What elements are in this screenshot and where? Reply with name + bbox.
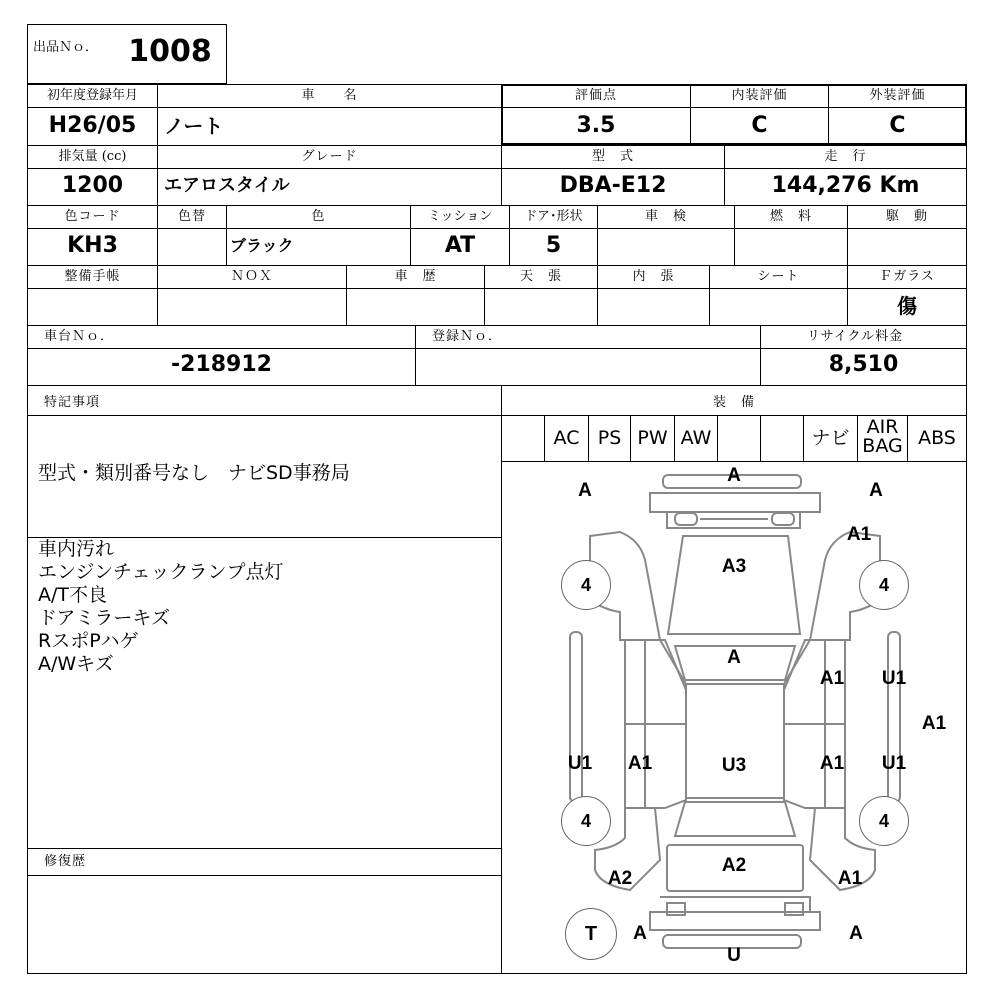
equipment-aw: AW (680, 427, 712, 449)
maintenance-book-label: 整備手帳 (64, 269, 121, 284)
damage-label: A1 (819, 668, 845, 689)
damage-label: A (633, 923, 647, 944)
lot-label: 出品Ｎｏ． (33, 40, 99, 55)
note-item: RスポPハゲ (38, 630, 139, 652)
damage-label: A1 (921, 713, 947, 734)
reg-date-value: H26/05 (48, 113, 137, 138)
repaint-label: 色替 (177, 209, 206, 224)
damage-label: U1 (881, 753, 907, 774)
damage-label: A2 (607, 868, 633, 889)
displacement-label: 排気量 (cc) (58, 149, 127, 164)
displacement-value: 1200 (61, 173, 124, 198)
notes-label: 特記事項 (44, 395, 101, 410)
interior-trim-label: 内 張 (632, 269, 675, 284)
damage-label: A (869, 480, 883, 501)
mission-label: ミッション (427, 209, 493, 224)
mileage-label: 走 行 (824, 149, 867, 164)
car-name-value: ノート (164, 114, 224, 138)
damage-label: A (849, 923, 863, 944)
equipment-abs: ABS (918, 427, 956, 449)
damage-label: A (578, 480, 592, 501)
damage-label: A3 (721, 556, 747, 577)
damage-label: A2 (721, 855, 747, 876)
note-item: A/T不良 (38, 584, 108, 606)
notes-line: 型式・類別番号なし ナビSD事務局 (38, 462, 350, 484)
registration-label: 登録Ｎｏ． (432, 329, 503, 344)
interior-grade-label: 内装評価 (731, 88, 788, 103)
drive-label: 駆 動 (885, 209, 928, 224)
damage-label: U1 (567, 753, 593, 774)
equipment-navi: ナビ (811, 427, 850, 449)
grade-value: エアロスタイル (164, 175, 290, 196)
damage-label: U (727, 945, 741, 966)
mileage-value: 144,276 Km (771, 173, 920, 198)
note-item: ドアミラーキズ (38, 607, 171, 629)
color-code-label: 色コード (64, 209, 121, 224)
equipment-airbag: AIR BAG (862, 416, 903, 457)
inspection-label: 車 検 (644, 209, 687, 224)
car-damage-diagram (502, 462, 966, 973)
interior-grade-value: C (751, 113, 768, 138)
score-label: 評価点 (574, 88, 617, 103)
damage-label: A (727, 465, 741, 486)
reg-date-label: 初年度登録年月 (46, 88, 138, 103)
exterior-grade-label: 外装評価 (869, 88, 926, 103)
door-label: ドア･形状 (524, 209, 583, 224)
chassis-label: 車台Ｎｏ． (44, 329, 115, 344)
mission-value: AT (444, 233, 476, 258)
door-value: 5 (545, 233, 562, 258)
lot-number: 1008 (128, 34, 212, 69)
vehicle-history-label: 車 歴 (394, 269, 437, 284)
equipment-ps: PS (597, 427, 622, 449)
model-value: DBA-E12 (559, 173, 667, 198)
equipment-pw: PW (637, 427, 668, 449)
chassis-value: -218912 (171, 352, 272, 377)
damage-label: A1 (846, 524, 872, 545)
front-glass-value: 傷 (897, 294, 917, 318)
color-label: 色 (311, 209, 326, 224)
recycle-fee-label: リサイクル料金 (806, 329, 904, 344)
fuel-label: 燃 料 (769, 209, 812, 224)
grade-label: グレード (301, 149, 358, 164)
tyre-front-left: 4 (561, 560, 611, 610)
model-label: 型 式 (591, 149, 634, 164)
damage-label: A1 (837, 868, 863, 889)
equipment-ac: AC (553, 427, 580, 449)
recycle-fee-value: 8,510 (828, 352, 899, 377)
headliner-label: 天 張 (519, 269, 562, 284)
equipment-label: 装 備 (712, 395, 755, 410)
damage-label: U3 (721, 755, 747, 776)
tyre-rear-left: 4 (561, 796, 611, 846)
note-item: エンジンチェックランプ点灯 (38, 561, 284, 583)
damage-label: A (727, 647, 741, 668)
tyre-front-right: 4 (859, 560, 909, 610)
damage-label: A1 (627, 753, 653, 774)
nox-label: ＮＯＸ (230, 269, 273, 284)
note-item: 車内汚れ (38, 538, 115, 560)
spare-tyre: T (565, 908, 617, 960)
seat-label: シート (757, 269, 800, 284)
color-code-value: KH3 (67, 233, 118, 258)
damage-label: A1 (819, 753, 845, 774)
repair-history-label: 修復歴 (44, 854, 87, 869)
damage-label: U1 (881, 668, 907, 689)
tyre-rear-right: 4 (859, 796, 909, 846)
color-value: ブラック (230, 236, 294, 255)
front-glass-label: Ｆガラス (879, 269, 935, 284)
note-item: A/Wキズ (38, 653, 114, 675)
score-value: 3.5 (576, 113, 616, 138)
car-name-label: 車 名 (301, 88, 358, 103)
exterior-grade-value: C (889, 113, 906, 138)
